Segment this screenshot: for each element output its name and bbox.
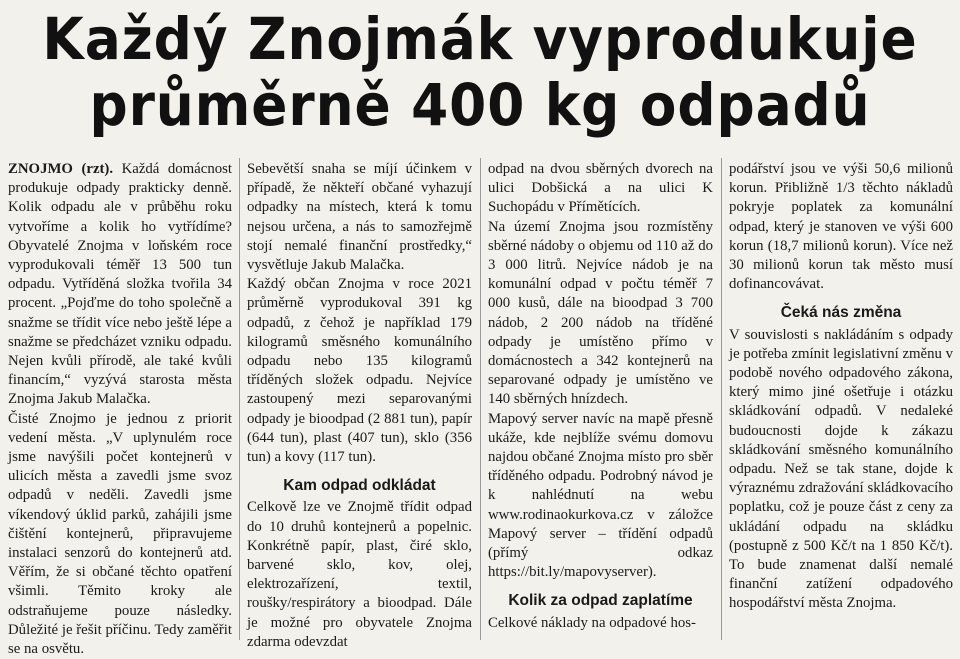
- article-column-1: [8, 160, 232, 658]
- article-paragraph: odpad na dvou sběrných dvorech na ulici Dobšická a na ulici K Suchopádu v Přímětících.: [488, 161, 713, 216]
- paragraph-text: Každá domácnost produkuje odpady prakticky denně. Kolik odpadu ale v průběhu roku vytvoříme a kolik ho vytřídíme? Obyvatelé Znojma v loňském roce vyprodukovali téměř 13 500 tun odpadu. Vytříděná složka tvořila 34 procent. „Pojďme do toho společně a snažme se třídit více nebo ještě lépe a snažme se předcházet vzniku odpadu. Nejen kvůli přírodě, ale také kvůli financím,“ vyzývá starosta města Znojma Jakub Malačka.: [8, 161, 232, 408]
- article-paragraph: Celkově lze ve Znojmě třídit odpad do 10 druhů kontejnerů a popelnic. Konkrétně papír, plast, čiré sklo, barvené sklo, kov, olej, elektrozařízení, textil, roušky/respirátory a bioodpad. Dále je možné pro obyvatele Znojma zdarma odevzdat: [247, 499, 472, 650]
- article-column-3: [488, 160, 713, 640]
- column-divider: [239, 158, 240, 640]
- dateline: ZNOJMO (rzt).: [8, 161, 114, 177]
- column-divider: [480, 158, 481, 640]
- headline-line-1: Každý Znojmák vyprodukuje: [42, 5, 918, 73]
- article-paragraph: V souvislosti s nakládáním s odpady je potřeba zmínit legislativní změnu v podobě nového odpadového zákona, který mimo jiné ošetřuje i otázku skládkování odpadů. V nedaleké budoucnosti dojde k zákazu skládkování směsného komunálního odpadu. Než se tak stane, dojde k výraznému zdražování skládkovacího poplatku, což je pouze část z ceny za ukládání odpadu na skládku (postupně z 500 Kč/t na 1 850 Kč/t). To bude znamenat další nemalé finanční zatížení odpadového hospodářství města Znojma.: [729, 326, 953, 612]
- article-paragraph: Sebevětší snaha se míjí účinkem v případě, že někteří občané vyhazují odpadky na místech, která k tomu nejsou určena, a nás to samozřejmě stojí nemalé finanční prostředky,“ vysvětluje Jakub Malačka.: [247, 161, 472, 274]
- article-column-4: [729, 160, 953, 640]
- article-paragraph: Na území Znojma jsou rozmístěny sběrné nádoby o objemu od 110 až do 3 000 litrů. Nejvíce nádob je na komunální odpad v počtu téměř 7 000 kusů, dále na bioodpad 3 700 nádob, 2 200 nádob na tříděné odpady je umístěno přímo v domácnostech a 342 kontejnerů na separované odpady je umístěno ve 140 sběrných hnízdech.: [488, 218, 713, 408]
- article-paragraph: Celkové náklady na odpadové hos-: [488, 614, 696, 631]
- article-paragraph: Každý občan Znojma v roce 2021 průměrně vyprodukoval 391 kg odpadů, z čehož je například 179 kilogramů směsného komunálního odpadu nebo 135 kilogramů tříděných složek odpadu. Nejvíce zastoupený mezi separovanými odpady je bioodpad (2 881 tun), papír (644 tun), plast (407 tun), sklo (356 tun) a kovy (117 tun).: [247, 276, 472, 466]
- article-column-2: [247, 160, 472, 650]
- subheading-change-ahead: Čeká nás změna: [780, 304, 902, 322]
- column-divider: [721, 158, 722, 640]
- article-paragraph: [8, 160, 232, 410]
- article-paragraph: Mapový server navíc na mapě přesně ukáže, kde nejblíže svému domovu najdou občané Znojma místo pro sběr tříděného odpadu. Podrobný návod je k nahlédnutí na webu www.rodinaokurkova.cz v záložce Mapový server – třídění odpadů (přímý odkaz https://bit.ly/mapovyserver).: [488, 410, 713, 581]
- article-paragraph: podářství jsou ve výši 50,6 milionů korun. Přibližně 1/3 těchto nákladů pokryje poplatek za komunální odpad, který je stanoven ve výši 600 korun (18,7 milionů korun). Více než 30 milionů korun tak město musí dofinancovávat.: [729, 161, 953, 293]
- headline: [38, 6, 921, 138]
- subheading-costs: Kolik za odpad zaplatíme: [508, 592, 693, 610]
- subheading-where-to-dispose: Kam odpad odkládat: [283, 477, 436, 495]
- article-paragraph: Čisté Znojmo je jednou z priorit vedení města. „V uplynulém roce jsme navýšili počet kontejnerů v ulicích města a zavedli jsme svoz odpadů v neděli. Zavedli jsme víkendový úklid parků, zahájili jsme čištění kontejnerů, připravujeme instalaci senzorů do kontejnerů atd. Věřím, že si občané těchto opatření všimli. Těmito kroky ale odstraňujeme pouze následky. Důležité je řešit příčinu. Tedy zaměřit se na osvětu.: [8, 410, 232, 658]
- headline-line-2: průměrně 400 kg odpadů: [89, 71, 871, 139]
